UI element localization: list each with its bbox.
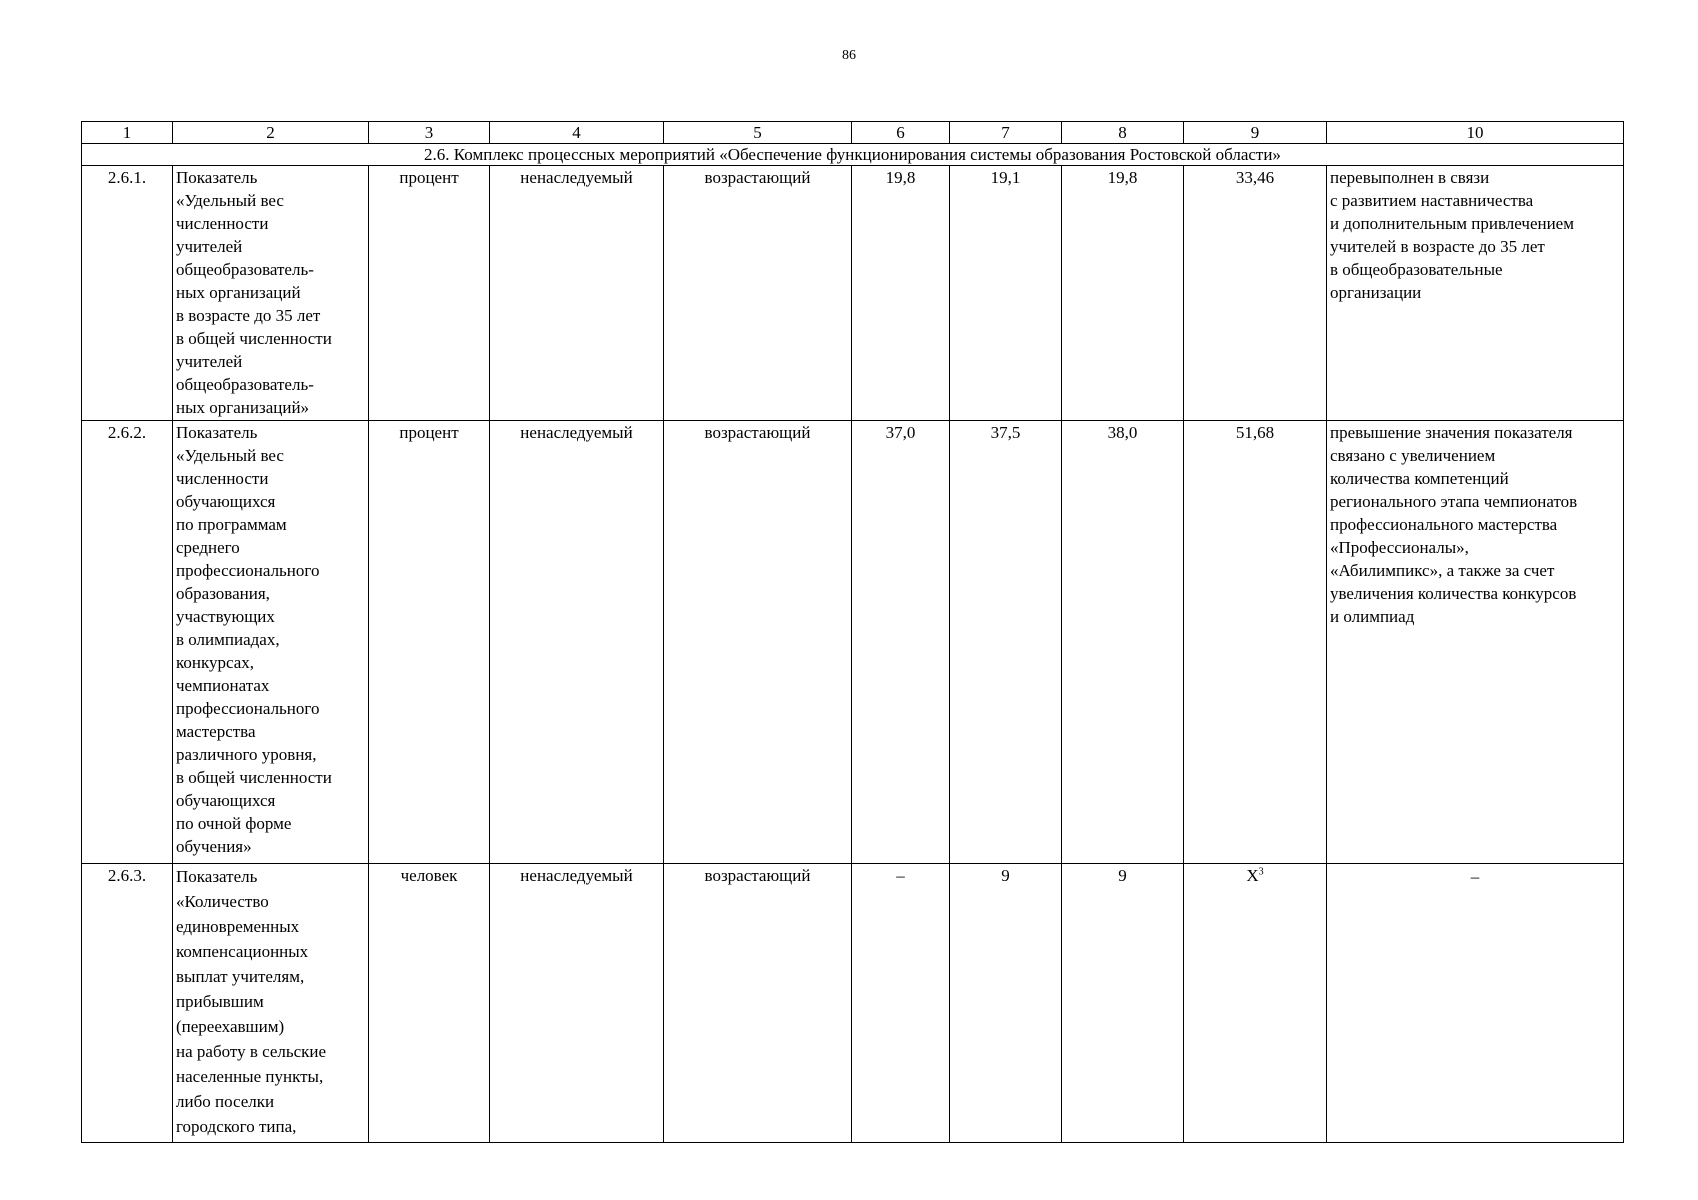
value-cell: 38,0 <box>1062 421 1184 864</box>
text-line: среднего <box>176 538 240 557</box>
text-line: профессионального <box>176 699 320 718</box>
text-line: чемпионатах <box>176 676 270 695</box>
text-line: образования, <box>176 584 270 603</box>
actual-value-cell <box>1184 864 1327 1143</box>
text-line: и дополнительным привлечением <box>1330 214 1574 233</box>
text-line: (переехавшим) <box>176 1017 285 1036</box>
text-line: единовременных <box>176 917 300 936</box>
text-line: численности <box>176 469 269 488</box>
text-line: Показатель <box>176 423 258 442</box>
text-line: превышение значения показателя <box>1330 423 1573 442</box>
text-line: перевыполнен в связи <box>1330 168 1490 187</box>
header-cell: 1 <box>82 122 173 144</box>
text-line: с развитием наставничества <box>1330 191 1534 210</box>
row-number: 2.6.3. <box>82 864 173 1143</box>
note-cell <box>1327 166 1624 421</box>
text-line: «Количество <box>176 892 269 911</box>
header-cell: 6 <box>852 122 950 144</box>
table-row <box>82 166 1624 421</box>
direction-cell: возрастающий <box>664 864 852 1143</box>
value-cell: – <box>852 864 950 1143</box>
text-line: участвующих <box>176 607 275 626</box>
text-line: регионального этапа чемпионатов <box>1330 492 1578 511</box>
row-number: 2.6.2. <box>82 421 173 864</box>
text-line: профессионального мастерства <box>1330 515 1558 534</box>
row-number: 2.6.1. <box>82 166 173 421</box>
note-cell <box>1327 421 1624 864</box>
actual-value-cell <box>1184 421 1327 864</box>
text-line: общеобразователь- <box>176 260 314 279</box>
unit-cell: человек <box>369 864 490 1143</box>
text-line: обучающихся <box>176 492 276 511</box>
text-line: «Абилимпикс», а также за счет <box>1330 561 1555 580</box>
actual-value: Х <box>1246 866 1259 885</box>
type-cell: ненаследуемый <box>490 864 664 1143</box>
text-line: ных организаций <box>176 283 301 302</box>
value-cell: 37,5 <box>950 421 1062 864</box>
value-cell: 37,0 <box>852 421 950 864</box>
text-line: в олимпиадах, <box>176 630 280 649</box>
value-cell: 9 <box>1062 864 1184 1143</box>
note-cell <box>1327 864 1624 1143</box>
text-line: связано с увеличением <box>1330 446 1496 465</box>
indicator-name <box>173 421 369 864</box>
unit-cell: процент <box>369 421 490 864</box>
text-line: учителей <box>176 237 243 256</box>
text-line: численности <box>176 214 269 233</box>
indicator-table <box>81 121 1624 1143</box>
text-line: компенсационных <box>176 942 309 961</box>
actual-value-cell <box>1184 166 1327 421</box>
header-cell: 2 <box>173 122 369 144</box>
text-line: выплат учителям, <box>176 967 305 986</box>
text-line: увеличения количества конкурсов <box>1330 584 1577 603</box>
text-line: населенные пункты, <box>176 1067 324 1086</box>
type-cell: ненаследуемый <box>490 166 664 421</box>
header-cell: 3 <box>369 122 490 144</box>
header-cell: 4 <box>490 122 664 144</box>
text-line: ных организаций» <box>176 398 310 417</box>
text-line: различного уровня, <box>176 745 317 764</box>
section-row <box>82 144 1624 166</box>
text-line: учителей в возрасте до 35 лет <box>1330 237 1545 256</box>
text-line: общеобразователь- <box>176 375 314 394</box>
text-line: – <box>1470 867 1480 886</box>
unit-cell: процент <box>369 166 490 421</box>
text-line: конкурсах, <box>176 653 255 672</box>
header-cell: 9 <box>1184 122 1327 144</box>
text-line: количества компетенций <box>1330 469 1509 488</box>
footnote-mark: 3 <box>1258 866 1264 878</box>
header-cell: 5 <box>664 122 852 144</box>
text-line: и олимпиад <box>1330 607 1415 626</box>
header-cell: 10 <box>1327 122 1624 144</box>
text-line: «Профессионалы», <box>1330 538 1469 557</box>
header-row <box>82 122 1624 144</box>
text-line: Показатель <box>176 168 258 187</box>
text-line: в возрасте до 35 лет <box>176 306 321 325</box>
value-cell: 19,1 <box>950 166 1062 421</box>
header-cell: 8 <box>1062 122 1184 144</box>
text-line: городского типа, <box>176 1117 297 1136</box>
actual-value: 51,68 <box>1235 423 1275 442</box>
indicator-name <box>173 864 369 1143</box>
header-cell: 7 <box>950 122 1062 144</box>
text-line: в общей численности <box>176 329 332 348</box>
text-line: профессионального <box>176 561 320 580</box>
value-cell: 19,8 <box>1062 166 1184 421</box>
page-number: 86 <box>842 48 856 63</box>
text-line: организации <box>1330 283 1422 302</box>
text-line: в общеобразовательные <box>1330 260 1503 279</box>
table-row <box>82 864 1624 1143</box>
text-line: «Удельный вес <box>176 191 284 210</box>
value-cell: 19,8 <box>852 166 950 421</box>
text-line: Показатель <box>176 867 258 886</box>
text-line: «Удельный вес <box>176 446 284 465</box>
actual-value: 33,46 <box>1235 168 1275 187</box>
text-line: обучения» <box>176 837 252 856</box>
table-row <box>82 421 1624 864</box>
value-cell: 9 <box>950 864 1062 1143</box>
text-line: в общей численности <box>176 768 332 787</box>
text-line: обучающихся <box>176 791 276 810</box>
text-line: мастерства <box>176 722 256 741</box>
type-cell: ненаследуемый <box>490 421 664 864</box>
text-line: либо поселки <box>176 1092 275 1111</box>
direction-cell: возрастающий <box>664 421 852 864</box>
section-title: 2.6. Комплекс процессных мероприятий «Обеспечение функционирования системы образования Ростовской области» <box>82 144 1624 166</box>
text-line: по программам <box>176 515 287 534</box>
text-line: на работу в сельские <box>176 1042 327 1061</box>
indicator-name <box>173 166 369 421</box>
text-line: учителей <box>176 352 243 371</box>
direction-cell: возрастающий <box>664 166 852 421</box>
text-line: по очной форме <box>176 814 292 833</box>
text-line: прибывшим <box>176 992 264 1011</box>
